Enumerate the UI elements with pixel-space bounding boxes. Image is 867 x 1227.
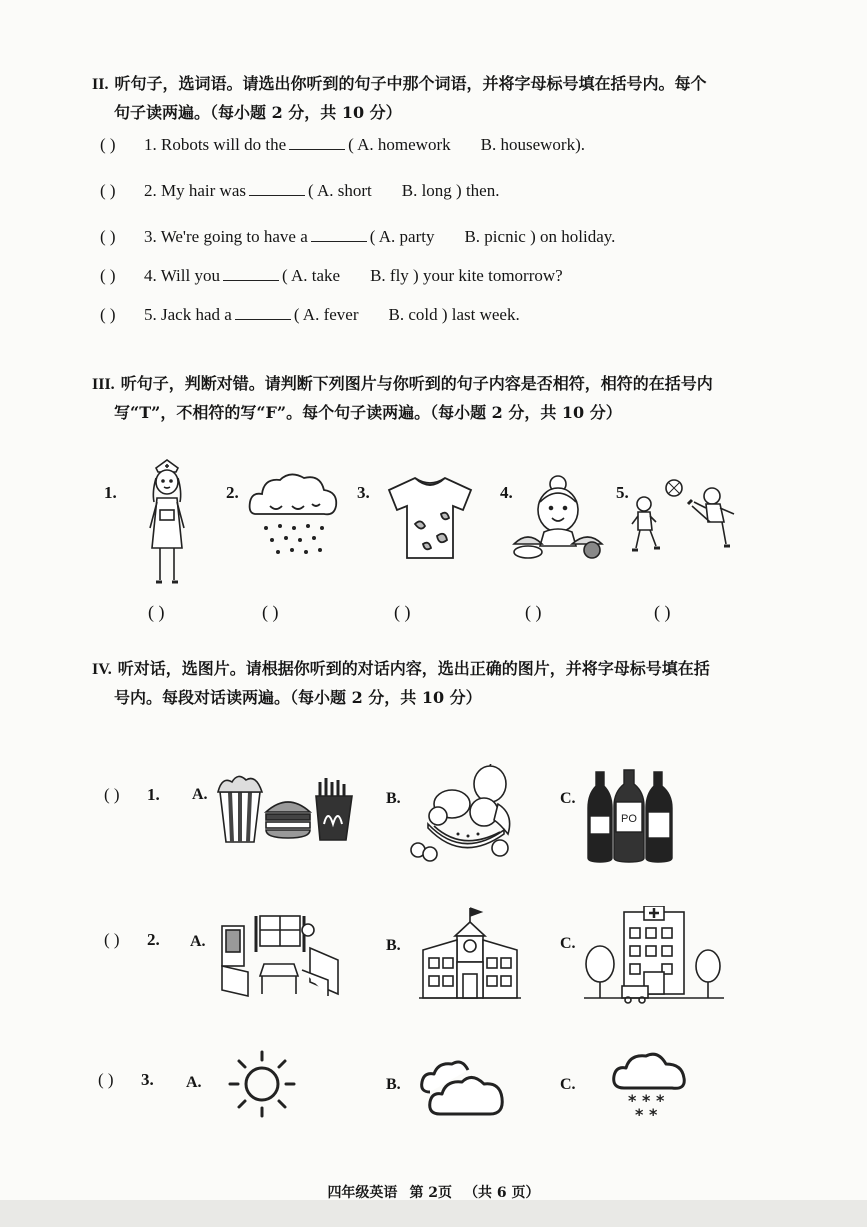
sun-icon (226, 1048, 298, 1120)
answer-bracket[interactable]: ( ) (100, 266, 116, 285)
fruit-basket-image (408, 764, 518, 864)
grandma-eating-watermelon-image (510, 472, 606, 560)
option-b: B. picnic ) on holiday. (464, 227, 616, 246)
rain-cloud-image (246, 470, 340, 560)
answer-bracket[interactable]: ( ) (98, 1070, 114, 1089)
svg-text:PO: PO (621, 813, 637, 825)
question-text: 1. Robots will do the (144, 135, 287, 154)
answer-bracket[interactable]: ( ) (104, 785, 120, 804)
scan-bottom-edge (0, 1200, 867, 1227)
section-number: III. (92, 376, 115, 393)
soda-bottles-image (586, 768, 676, 864)
answer-bracket[interactable]: ( ) (104, 930, 120, 949)
answer-bracket[interactable]: ( ) (100, 305, 116, 324)
page-footer (0, 1182, 867, 1202)
option-b: B. long ) then. (401, 181, 500, 200)
option-b: B. housework). (480, 135, 585, 154)
answer-bracket[interactable]: ( ) (525, 602, 542, 622)
hospital-image (584, 906, 724, 1004)
item-label: 3. (357, 483, 370, 502)
question-text: 4. Will you (144, 266, 220, 285)
answer-bracket[interactable]: ( ) (654, 602, 671, 622)
option-a: ( A. take (281, 266, 341, 285)
kids-playing-football-image (630, 476, 746, 562)
section-4-heading (92, 655, 710, 712)
option-b: B. fly ) your kite tomorrow? (370, 266, 563, 285)
option-b-label: B. (386, 1076, 401, 1093)
section-2-heading (92, 70, 706, 127)
option-a-label: A. (186, 1074, 202, 1091)
dirty-t-shirt-image (385, 474, 475, 562)
question-text: 3. We're going to have a (144, 227, 308, 246)
footer-page-number: 第 2页 (409, 1185, 453, 1201)
option-a: ( A. homework (348, 135, 451, 154)
question-row (100, 227, 615, 247)
school-building-image (419, 906, 521, 1000)
option-b-label: B. (386, 790, 401, 807)
fast-food-image (216, 772, 356, 844)
fill-blank (223, 280, 279, 281)
item-label: 1. (104, 483, 117, 502)
answer-bracket[interactable]: ( ) (100, 181, 116, 200)
section-instruction-line1: 听句子，判断对错。请判断下列图片与你听到的句子内容是否相符，相符的在括号内 (120, 374, 713, 393)
question-number: 3. (141, 1070, 154, 1089)
question-number: 1. (147, 785, 160, 804)
question-row (100, 305, 520, 325)
fill-blank (249, 195, 305, 196)
option-b: B. cold ) last week. (388, 305, 520, 324)
section-number: II. (92, 76, 109, 93)
living-room-image (218, 912, 344, 1000)
cloud-icon (418, 1058, 506, 1120)
svg-text:*: * (649, 1105, 658, 1124)
answer-bracket[interactable]: ( ) (148, 602, 165, 622)
answer-bracket[interactable]: ( ) (394, 602, 411, 622)
option-c-label: C. (560, 790, 576, 807)
answer-bracket[interactable]: ( ) (100, 227, 116, 246)
svg-text:*: * (635, 1105, 644, 1124)
question-text: 5. Jack had a (144, 305, 232, 324)
option-b-label: B. (386, 937, 401, 954)
fill-blank (311, 241, 367, 242)
option-c-label: C. (560, 935, 576, 952)
question-text: 2. My hair was (144, 181, 246, 200)
item-label: 4. (500, 483, 513, 502)
option-c-label: C. (560, 1076, 576, 1093)
section-number: IV. (92, 661, 112, 678)
section-instruction-line2: 句子读两遍。（每小题 2 分，共 10 分） (114, 103, 402, 122)
svg-text:*: * (656, 1091, 665, 1110)
section-instruction-line1: 听对话，选图片。请根据你听到的对话内容，选出正确的图片，并将字母标号填在括 (117, 659, 710, 678)
option-a-label: A. (192, 786, 208, 803)
section-instruction-line2: 写“T”，不相符的写“F”。每个句子读两遍。（每小题 2 分，共 10 分） (114, 403, 622, 422)
question-row (100, 135, 585, 155)
fill-blank (289, 149, 345, 150)
question-number: 2. (147, 930, 160, 949)
question-row (100, 266, 563, 286)
svg-text:*: * (642, 1091, 651, 1110)
item-label: 5. (616, 483, 629, 502)
section-instruction-line1: 听句子，选词语。请选出你听到的句子中那个词语，并将字母标号填在括号内。每个 (114, 74, 707, 93)
option-a-label: A. (190, 933, 206, 950)
option-a: ( A. party (369, 227, 435, 246)
option-a: ( A. fever (293, 305, 359, 324)
option-a: ( A. short (307, 181, 372, 200)
answer-bracket[interactable]: ( ) (100, 135, 116, 154)
answer-bracket[interactable]: ( ) (262, 602, 279, 622)
footer-total-pages: （共 6 页） (464, 1185, 540, 1201)
footer-grade: 四年级英语 (327, 1185, 398, 1201)
fill-blank (235, 319, 291, 320)
nurse-image (140, 458, 195, 590)
section-3-heading (92, 370, 713, 427)
section-instruction-line2: 号内。每段对话读两遍。（每小题 2 分，共 10 分） (114, 688, 482, 707)
item-label: 2. (226, 483, 239, 502)
svg-text:*: * (628, 1091, 637, 1110)
snow-cloud-icon (608, 1050, 688, 1124)
question-row (100, 181, 499, 201)
